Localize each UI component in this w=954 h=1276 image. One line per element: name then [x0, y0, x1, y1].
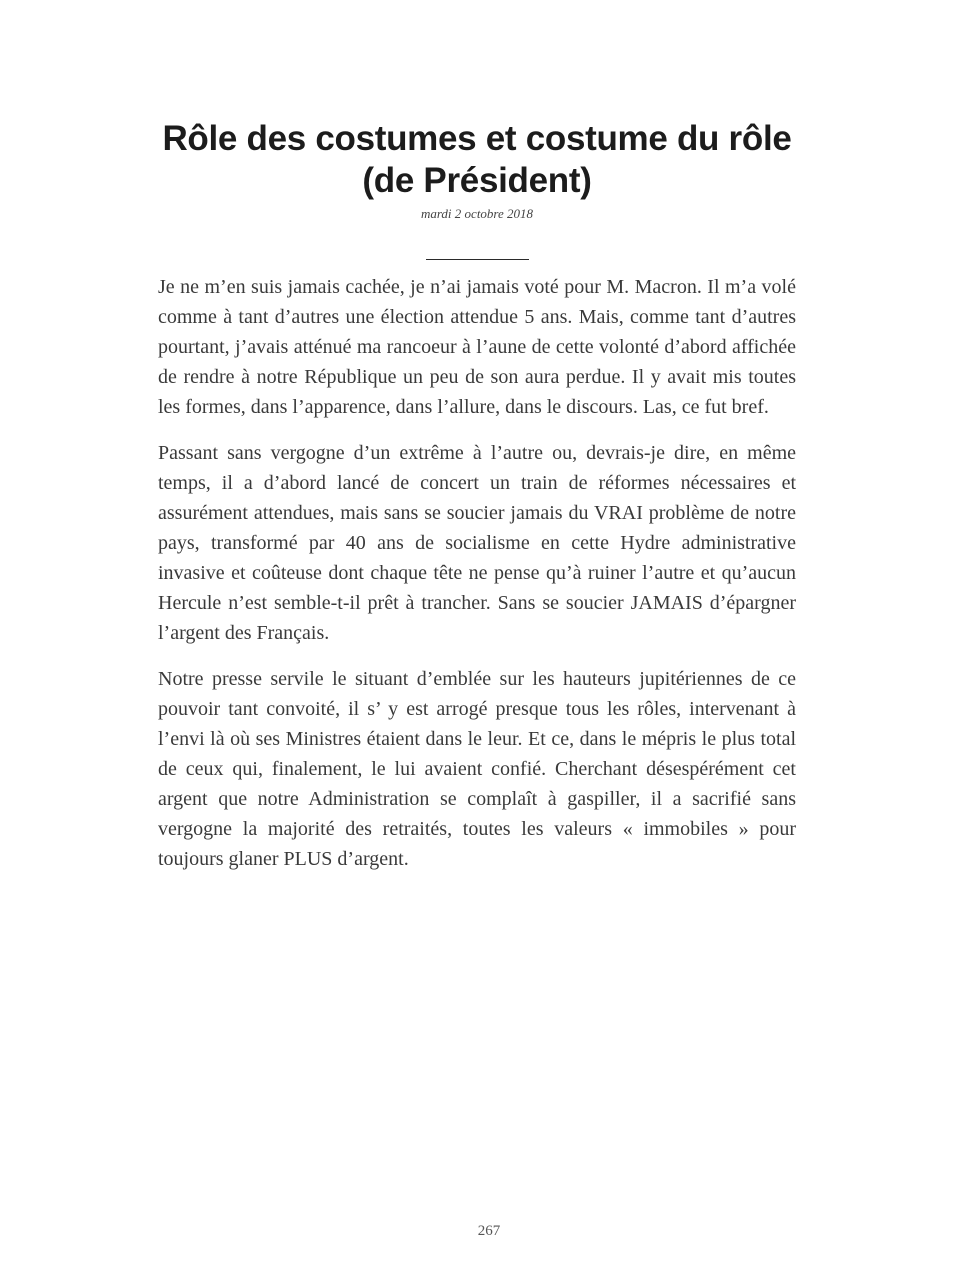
- page-title-line-1: Rôle des costumes et costume du rôle: [162, 119, 792, 158]
- paragraph-3: Notre presse servile le situant d’emblée sur les hauteurs jupitériennes de ce pouvoir tant convoité, il s’ y est arrogé presque tous les rôles, intervenant à l’envi là où ses Ministres étaient dans le leur. Et ce, dans le mépris le plus total de ceux qui, finalement, le lui avaient confié. Cherchant désespérément cet argent que notre Administration se complaît à gaspiller, il a sacrifié sans vergogne la majorité des retraités, toutes les valeurs « immobiles » pour toujours glaner PLUS d’argent.: [158, 668, 796, 870]
- paragraph-2: Passant sans vergogne d’un extrême à l’autre ou, devrais-je dire, en même temps, il a d’abord lancé de concert un train de réformes nécessaires et assurément attendues, mais sans se soucier jamais du VRAI problème de notre pays, transformé par 40 ans de socialisme en cette Hydre administrative invasive et coûteuse dont chaque tête ne pense qu’à ruiner l’autre et qu’aucun Hercule n’est semble-t-il prêt à trancher. Sans se soucier JAMAIS d’épargner l’argent des Français.: [158, 442, 796, 644]
- page-number: 267: [477, 1223, 501, 1239]
- article-body: [158, 272, 796, 890]
- title-separator: [426, 259, 529, 260]
- paragraph-1: Je ne m’en suis jamais cachée, je n’ai jamais voté pour M. Macron. Il m’a volé comme à tant d’autres une élection attendue 5 ans. Mais, comme tant d’autres pourtant, j’avais atténué ma rancoeur à l’aune de cette volonté d’abord affichée de rendre à notre République un peu de son aura perdue. Il y avait mis toutes les formes, dans l’apparence, dans l’allure, dans le discours. Las, ce fut bref.: [158, 276, 796, 418]
- page-title: [100, 118, 854, 202]
- publication-date: mardi 2 octobre 2018: [420, 206, 534, 221]
- page-title-line-2: (de Président): [362, 161, 592, 200]
